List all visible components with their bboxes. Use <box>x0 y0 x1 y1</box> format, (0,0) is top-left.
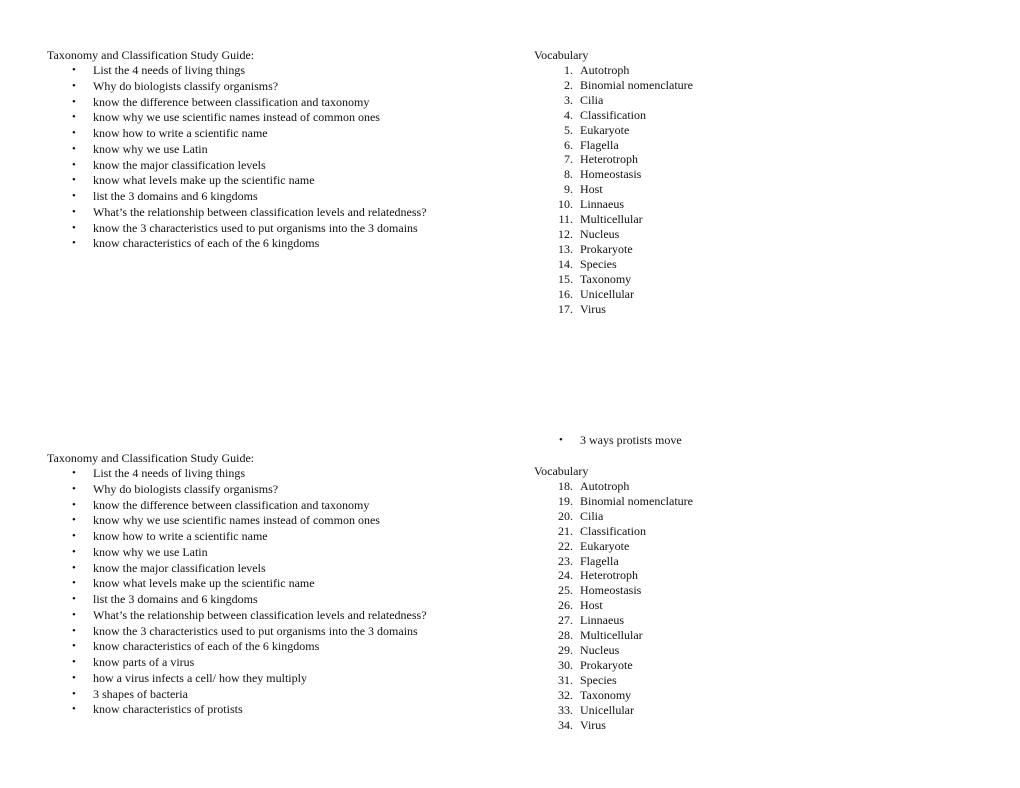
vocabulary-item <box>534 613 693 628</box>
vocabulary-number: 13. <box>558 241 573 256</box>
study-guide-item: • 3 shapes of bacteria <box>47 687 427 703</box>
vocabulary-term: Binomial nomenclature <box>580 493 693 508</box>
vocabulary-number: 27. <box>558 613 573 628</box>
study-guide-item: • know why we use scientific names instead of common ones <box>47 110 427 126</box>
bottom-vocabulary <box>534 463 693 732</box>
vocabulary-item <box>534 108 693 123</box>
vocabulary-item <box>534 167 693 182</box>
study-guide-title: Taxonomy and Classification Study Guide: <box>47 451 255 465</box>
vocabulary-item <box>534 479 693 494</box>
vocabulary-number: 21. <box>558 523 573 538</box>
vocabulary-item <box>534 494 693 509</box>
vocabulary-number: 19. <box>558 493 573 508</box>
vocabulary-item <box>534 643 693 658</box>
study-guide-item: • List the 4 needs of living things <box>47 466 427 482</box>
vocabulary-number: 29. <box>558 642 573 657</box>
vocabulary-term: Multicellular <box>580 628 643 643</box>
vocabulary-item <box>534 272 693 287</box>
vocabulary-term: Homeostasis <box>580 583 642 598</box>
study-guide-item: • know parts of a virus <box>47 655 427 671</box>
study-guide-item: • know the major classification levels <box>47 561 427 577</box>
vocabulary-item <box>534 718 693 733</box>
vocabulary-number: 16. <box>558 286 573 301</box>
vocabulary-term: Autotroph <box>580 63 630 77</box>
vocabulary-number: 9. <box>564 182 573 197</box>
vocabulary-item <box>534 554 693 569</box>
vocabulary-number: 20. <box>558 508 573 523</box>
vocabulary-list <box>534 63 693 316</box>
study-guide-item: • know characteristics of each of the 6 kingdoms <box>47 639 427 655</box>
vocabulary-term: Virus <box>580 717 606 732</box>
vocabulary-term: Nucleus <box>580 642 620 657</box>
study-guide-item: • list the 3 domains and 6 kingdoms <box>47 592 427 608</box>
vocabulary-item <box>534 78 693 93</box>
vocabulary-term: Linnaeus <box>580 197 624 212</box>
study-guide-item: • list the 3 domains and 6 kingdoms <box>47 189 427 205</box>
study-guide-item: • What’s the relationship between classification levels and relatedness? <box>47 608 427 624</box>
vocabulary-item <box>534 197 693 212</box>
vocabulary-item <box>534 257 693 272</box>
study-guide-item: • know how to write a scientific name <box>47 126 427 142</box>
vocabulary-number: 25. <box>558 583 573 598</box>
vocabulary-item <box>534 509 693 524</box>
vocabulary-number: 14. <box>558 256 573 271</box>
vocabulary-item <box>534 583 693 598</box>
vocabulary-item <box>534 524 693 539</box>
study-guide-item: • know the 3 characteristics used to put organisms into the 3 domains <box>47 624 427 640</box>
vocabulary-item <box>534 242 693 257</box>
vocabulary-term: Nucleus <box>580 226 620 241</box>
vocabulary-number: 15. <box>558 271 573 286</box>
study-guide-item: • know what levels make up the scientific name <box>47 173 427 189</box>
vocabulary-term: Taxonomy <box>580 687 632 702</box>
study-guide-item: • know characteristics of each of the 6 kingdoms <box>47 236 427 252</box>
study-guide-item: • know why we use Latin <box>47 142 427 158</box>
vocabulary-number: 28. <box>558 628 573 643</box>
vocabulary-term: Classification <box>580 107 646 122</box>
vocabulary-number: 22. <box>558 538 573 553</box>
vocabulary-term: Taxonomy <box>580 271 632 286</box>
vocabulary-number: 6. <box>564 137 573 152</box>
vocabulary-term: Binomial nomenclature <box>580 77 693 92</box>
study-guide-item: • Why do biologists classify organisms? <box>47 79 427 95</box>
study-guide-item: • List the 4 needs of living things <box>47 63 427 79</box>
vocabulary-number: 17. <box>558 301 573 316</box>
vocabulary-term: Cilia <box>580 92 604 107</box>
vocabulary-item <box>534 673 693 688</box>
vocabulary-title: Vocabulary <box>534 464 589 478</box>
vocabulary-term: Species <box>580 672 617 687</box>
vocabulary-term: Homeostasis <box>580 167 642 182</box>
vocabulary-item <box>534 138 693 153</box>
vocabulary-number: 2. <box>564 77 573 92</box>
vocabulary-term: Unicellular <box>580 286 634 301</box>
vocabulary-item <box>534 287 693 302</box>
vocabulary-term: Cilia <box>580 508 604 523</box>
top-study-guide <box>47 47 427 252</box>
protists-move-item: • 3 ways protists move <box>580 433 682 448</box>
study-guide-item: • know the major classification levels <box>47 158 427 174</box>
vocabulary-number: 24. <box>558 568 573 583</box>
vocabulary-term: Heterotroph <box>580 152 638 167</box>
study-guide-item: • know why we use scientific names instead of common ones <box>47 513 427 529</box>
vocabulary-term: Virus <box>580 301 606 316</box>
study-guide-item: • know characteristics of protists <box>47 702 427 718</box>
vocabulary-term: Eukaryote <box>580 122 630 137</box>
vocabulary-term: Unicellular <box>580 702 634 717</box>
vocabulary-number: 26. <box>558 598 573 613</box>
vocabulary-term: Host <box>580 182 603 197</box>
vocabulary-number: 34. <box>558 717 573 732</box>
vocabulary-number: 3. <box>564 92 573 107</box>
study-guide-item: • know the difference between classification and taxonomy <box>47 498 427 514</box>
vocabulary-item <box>534 93 693 108</box>
vocabulary-number: 31. <box>558 672 573 687</box>
vocabulary-item <box>534 152 693 167</box>
vocabulary-term: Classification <box>580 523 646 538</box>
vocabulary-term: Flagella <box>580 553 619 568</box>
vocabulary-item <box>534 63 693 78</box>
study-guide-title: Taxonomy and Classification Study Guide: <box>47 48 255 62</box>
vocabulary-number: 30. <box>558 657 573 672</box>
vocabulary-term: Flagella <box>580 137 619 152</box>
bottom-study-guide <box>47 450 427 718</box>
vocabulary-number: 8. <box>564 167 573 182</box>
study-guide-item: • know the difference between classification and taxonomy <box>47 95 427 111</box>
vocabulary-item <box>534 658 693 673</box>
study-guide-item: • know why we use Latin <box>47 545 427 561</box>
vocabulary-item <box>534 688 693 703</box>
vocabulary-item <box>534 539 693 554</box>
vocabulary-number: 18. <box>558 479 573 493</box>
vocabulary-number: 11. <box>558 212 573 227</box>
study-guide-item: • What’s the relationship between classification levels and relatedness? <box>47 205 427 221</box>
vocabulary-number: 23. <box>558 553 573 568</box>
vocabulary-item <box>534 302 693 317</box>
vocabulary-item <box>534 227 693 242</box>
vocabulary-term: Linnaeus <box>580 613 624 628</box>
vocabulary-item <box>534 703 693 718</box>
vocabulary-term: Heterotroph <box>580 568 638 583</box>
study-guide-list <box>47 63 427 252</box>
vocabulary-term: Prokaryote <box>580 241 633 256</box>
vocabulary-term: Eukaryote <box>580 538 630 553</box>
vocabulary-item <box>534 598 693 613</box>
vocabulary-term: Multicellular <box>580 212 643 227</box>
vocabulary-number: 4. <box>564 107 573 122</box>
vocabulary-term: Autotroph <box>580 479 630 493</box>
vocabulary-term: Species <box>580 256 617 271</box>
vocabulary-item <box>534 182 693 197</box>
study-guide-item: • know how to write a scientific name <box>47 529 427 545</box>
study-guide-item: • how a virus infects a cell/ how they multiply <box>47 671 427 687</box>
vocabulary-number: 5. <box>564 122 573 137</box>
study-guide-list <box>47 466 427 718</box>
vocabulary-item <box>534 568 693 583</box>
vocabulary-item <box>534 212 693 227</box>
vocabulary-number: 10. <box>558 197 573 212</box>
vocabulary-title: Vocabulary <box>534 48 589 62</box>
study-guide-item: • know the 3 characteristics used to put organisms into the 3 domains <box>47 221 427 237</box>
vocabulary-number: 32. <box>558 687 573 702</box>
vocabulary-number: 7. <box>564 152 573 167</box>
vocabulary-number: 1. <box>564 63 573 77</box>
top-vocabulary <box>534 47 693 316</box>
vocabulary-list <box>534 479 693 732</box>
vocabulary-number: 12. <box>558 226 573 241</box>
vocabulary-term: Prokaryote <box>580 657 633 672</box>
vocabulary-term: Host <box>580 598 603 613</box>
vocabulary-item <box>534 123 693 138</box>
vocabulary-number: 33. <box>558 702 573 717</box>
vocabulary-item <box>534 628 693 643</box>
study-guide-item: • know what levels make up the scientific name <box>47 576 427 592</box>
study-guide-item: • Why do biologists classify organisms? <box>47 482 427 498</box>
